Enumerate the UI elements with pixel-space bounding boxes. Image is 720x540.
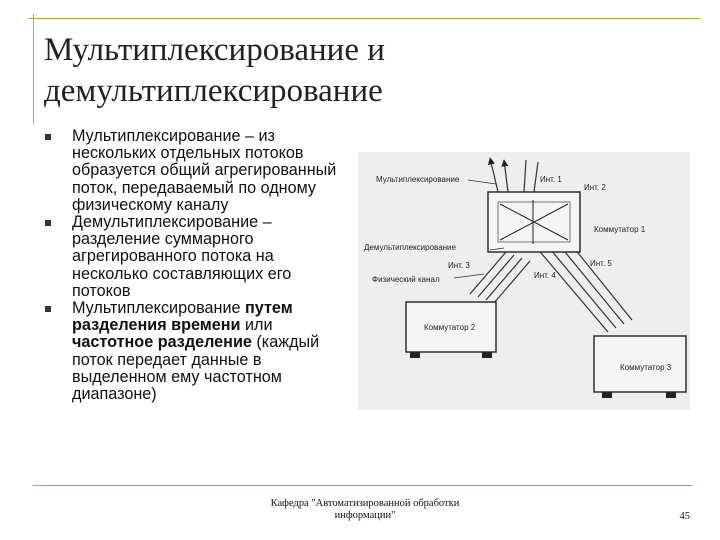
label-switch3: Коммутатор 3: [620, 363, 672, 372]
title-line-2: демультиплексирование: [44, 73, 383, 109]
page-number: 45: [679, 511, 690, 522]
square-bullet-icon: [45, 306, 51, 312]
label-int3: Инт. 3: [448, 261, 470, 270]
network-diagram-svg: [358, 152, 690, 410]
switch-3-foot: [602, 392, 612, 398]
slide-title: [44, 30, 684, 112]
bullet-bold-frequency-division: частотное разделение: [72, 333, 252, 352]
label-int5: Инт. 5: [590, 259, 612, 268]
channel-to-top: [490, 158, 538, 192]
switch-3-foot: [666, 392, 676, 398]
bullet-item-multiplexing: [44, 128, 344, 214]
bullet-bold-time-division: путем разделения времени: [72, 299, 293, 335]
footer-line: [33, 485, 693, 486]
left-border-line: [33, 14, 34, 124]
label-switch2: Коммутатор 2: [424, 323, 476, 332]
label-physical-channel: Физический канал: [372, 275, 440, 284]
bullet-list: [44, 128, 344, 403]
footer-line-2: информации": [334, 510, 396, 521]
top-border-line: [28, 18, 700, 19]
label-mux: Мультиплексирование: [376, 175, 460, 184]
bullet-text: Демультиплексирование – разделение суммарного агрегированного потока на несколько составляющих его потоков: [72, 213, 292, 300]
square-bullet-icon: [45, 220, 51, 226]
bullet-text-part: или: [240, 316, 273, 335]
label-int4: Инт. 4: [534, 271, 556, 280]
square-bullet-icon: [45, 134, 51, 140]
bullet-item-demultiplexing: [44, 214, 344, 300]
switch-2-foot: [482, 352, 492, 358]
footer-department: [225, 498, 505, 522]
bullet-item-methods: [44, 300, 344, 403]
switch-2-foot: [410, 352, 420, 358]
bullet-text: Мультиплексирование – из нескольких отдельных потоков образуется общий агрегированный поток, передаваемый по одному физическому каналу: [72, 127, 337, 214]
label-switch1: Коммутатор 1: [594, 225, 646, 234]
bullet-text-part: Мультиплексирование: [72, 299, 245, 318]
label-int2: Инт. 2: [584, 183, 606, 192]
network-diagram: [358, 152, 690, 410]
title-line-1: Мультиплексирование и: [44, 32, 385, 68]
bullet-text-part: (каждый поток передает данные в выделенном ему частотном диапазоне): [72, 333, 320, 404]
label-demux: Демультиплексирование: [364, 243, 456, 252]
label-int1: Инт. 1: [540, 175, 562, 184]
footer-line-1: Кафедра "Автоматизированной обработки: [270, 498, 460, 509]
channel-to-switch2: [470, 252, 530, 303]
